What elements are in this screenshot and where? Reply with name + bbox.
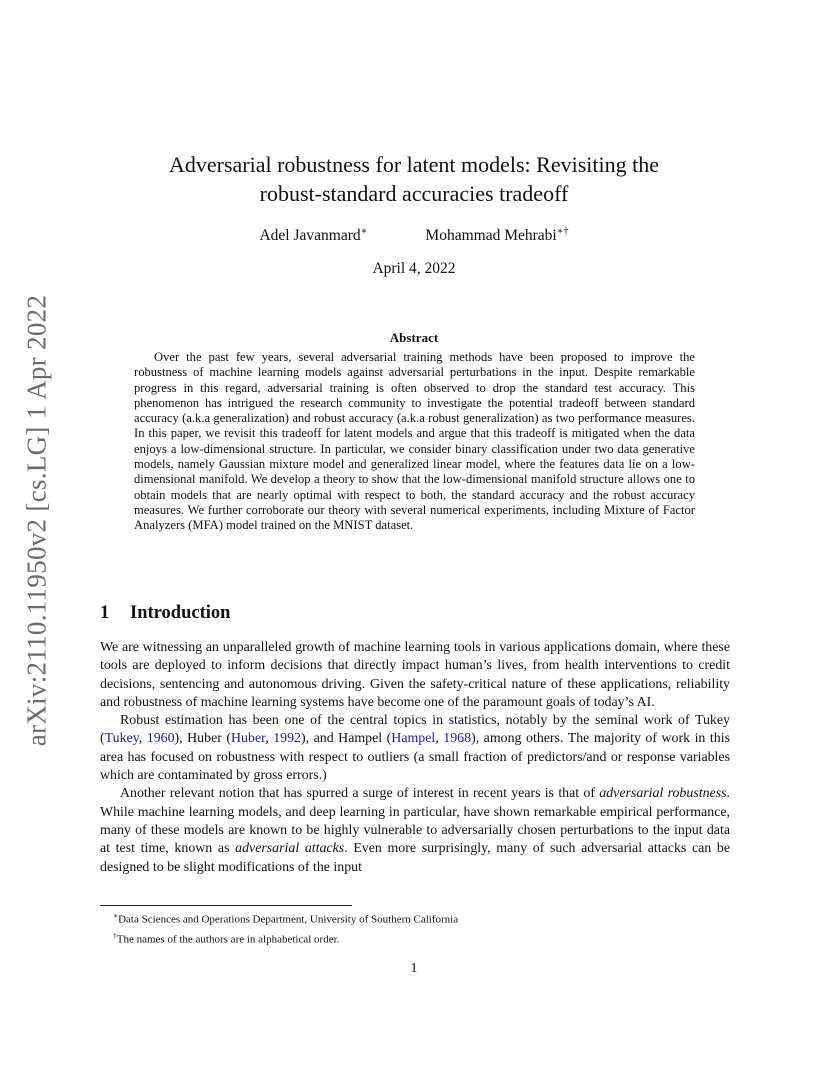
intro-paragraph-2 <box>100 712 730 785</box>
citation-hampel-year[interactable]: 1968 <box>443 731 472 747</box>
abstract-heading: Abstract <box>389 330 439 345</box>
paper-title-line-2: robust-standard accuracies tradeoff <box>259 181 569 206</box>
author-1 <box>259 226 367 245</box>
footnote-2-text: The names of the authors are in alphabetical order. <box>116 933 340 946</box>
citation-huber[interactable]: Huber <box>231 731 266 747</box>
intro-p2-text: ), Huber ( <box>174 731 232 747</box>
intro-p2-text: Robust estimation has been one of the central topics in statistics, notably by the seminal work of Tukey ( <box>100 713 730 747</box>
author-2-name: Mohammad Mehrabi <box>425 227 557 245</box>
intro-p2-text: , <box>435 731 444 747</box>
section-heading-introduction <box>100 603 230 624</box>
paper-title <box>100 150 728 208</box>
intro-p3-text: Another relevant notion that has spurred a surge of interest in recent years is that of <box>120 786 600 802</box>
footnote-divider <box>100 905 352 906</box>
paper-title-line-1: Adversarial robustness for latent models: Revisiting the <box>168 152 659 177</box>
author-1-name: Adel Javanmard <box>259 227 361 245</box>
publication-date: April 4, 2022 <box>372 260 456 277</box>
section-number: 1 <box>100 603 110 623</box>
citation-hampel[interactable]: Hampel <box>391 731 436 747</box>
intro-p3-text: . Even more surprisingly, many of such adversarial attacks can be designed to be slight modifications of the input <box>100 841 730 875</box>
intro-p2-text: ), among others. The majority of work in this area has focused on robustness with respect to outliers (a small fraction of predictors/and or response variables which are contaminated by gross errors.) <box>100 731 730 784</box>
footnotes <box>113 908 728 948</box>
footnote-1 <box>113 908 728 928</box>
footnote-1-text: Data Sciences and Operations Department, University of Southern California <box>118 913 459 926</box>
author-1-marks: ∗ <box>360 226 368 237</box>
author-2-marks: ∗† <box>556 226 569 237</box>
intro-paragraph-3 <box>100 785 730 876</box>
intro-paragraph-1: We are witnessing an unparalleled growth of machine learning tools in various applications domain, where these tools are deployed to inform decisions that directly impact human’s lives, from health interventions to credit decisions, sentencing and autonomous driving. Given the safety-critical nature of these applications, reliability and robustness of machine learning systems have become one of the paramount goals of today’s AI. <box>100 640 730 710</box>
footnote-2 <box>113 928 728 948</box>
intro-p2-text: , <box>265 731 274 747</box>
section-title: Introduction <box>130 603 231 623</box>
author-2 <box>425 226 568 245</box>
intro-p2-text: , <box>138 731 147 747</box>
citation-tukey-year[interactable]: 1960 <box>146 731 175 747</box>
citation-huber-year[interactable]: 1992 <box>273 731 301 747</box>
footnote-2-mark: † <box>113 931 117 941</box>
introduction-body <box>100 639 730 877</box>
intro-p3-text: . While machine learning models, and deep learning in particular, have shown remarkable empirical performance, many of these models are known to be highly vulnerable to adversarially chosen perturbations to the input data at test time, known as <box>100 786 730 857</box>
emphasis-adversarial-attacks: adversarial attacks <box>235 841 345 857</box>
footnote-1-mark: ∗ <box>113 911 119 920</box>
abstract-body: Over the past few years, several adversarial training methods have been proposed to improve the robustness of machine learning models against adversarial perturbations in the input. Despite remarkable progress in this regard, adversarial training is often observed to drop the standard test accuracy. This phenomenon has intrigued the research community to investigate the potential tradeoff between standard accuracy (a.k.a generalization) and robust accuracy (a.k.a robust generalization) as two performance measures. In this paper, we revisit this tradeoff for latent models and argue that this tradeoff is mitigated when the data enjoys a low-dimensional structure. In particular, we consider binary classification under two data generative models, namely Gaussian mixture model and generalized linear model, where the features data lie on a low-dimensional manifold. We develop a theory to show that the low-dimensional manifold structure allows one to obtain models that are nearly optimal with respect to both, the standard accuracy and the robust accuracy measures. We further corroborate our theory with several numerical experiments, including Mixture of Factor Analyzers (MFA) model trained on the MNIST dataset. <box>134 350 695 533</box>
citation-tukey[interactable]: Tukey <box>104 731 139 747</box>
arxiv-identifier-stamp <box>12 290 62 750</box>
author-list <box>100 226 728 245</box>
arxiv-identifier-text: arXiv:2110.11950v2 [cs.LG] 1 Apr 2022 <box>21 294 52 746</box>
intro-p2-text: ), and Hampel ( <box>300 731 392 747</box>
page-number: 1 <box>410 961 418 976</box>
emphasis-adversarial-robustness: adversarial robustness <box>599 786 727 802</box>
